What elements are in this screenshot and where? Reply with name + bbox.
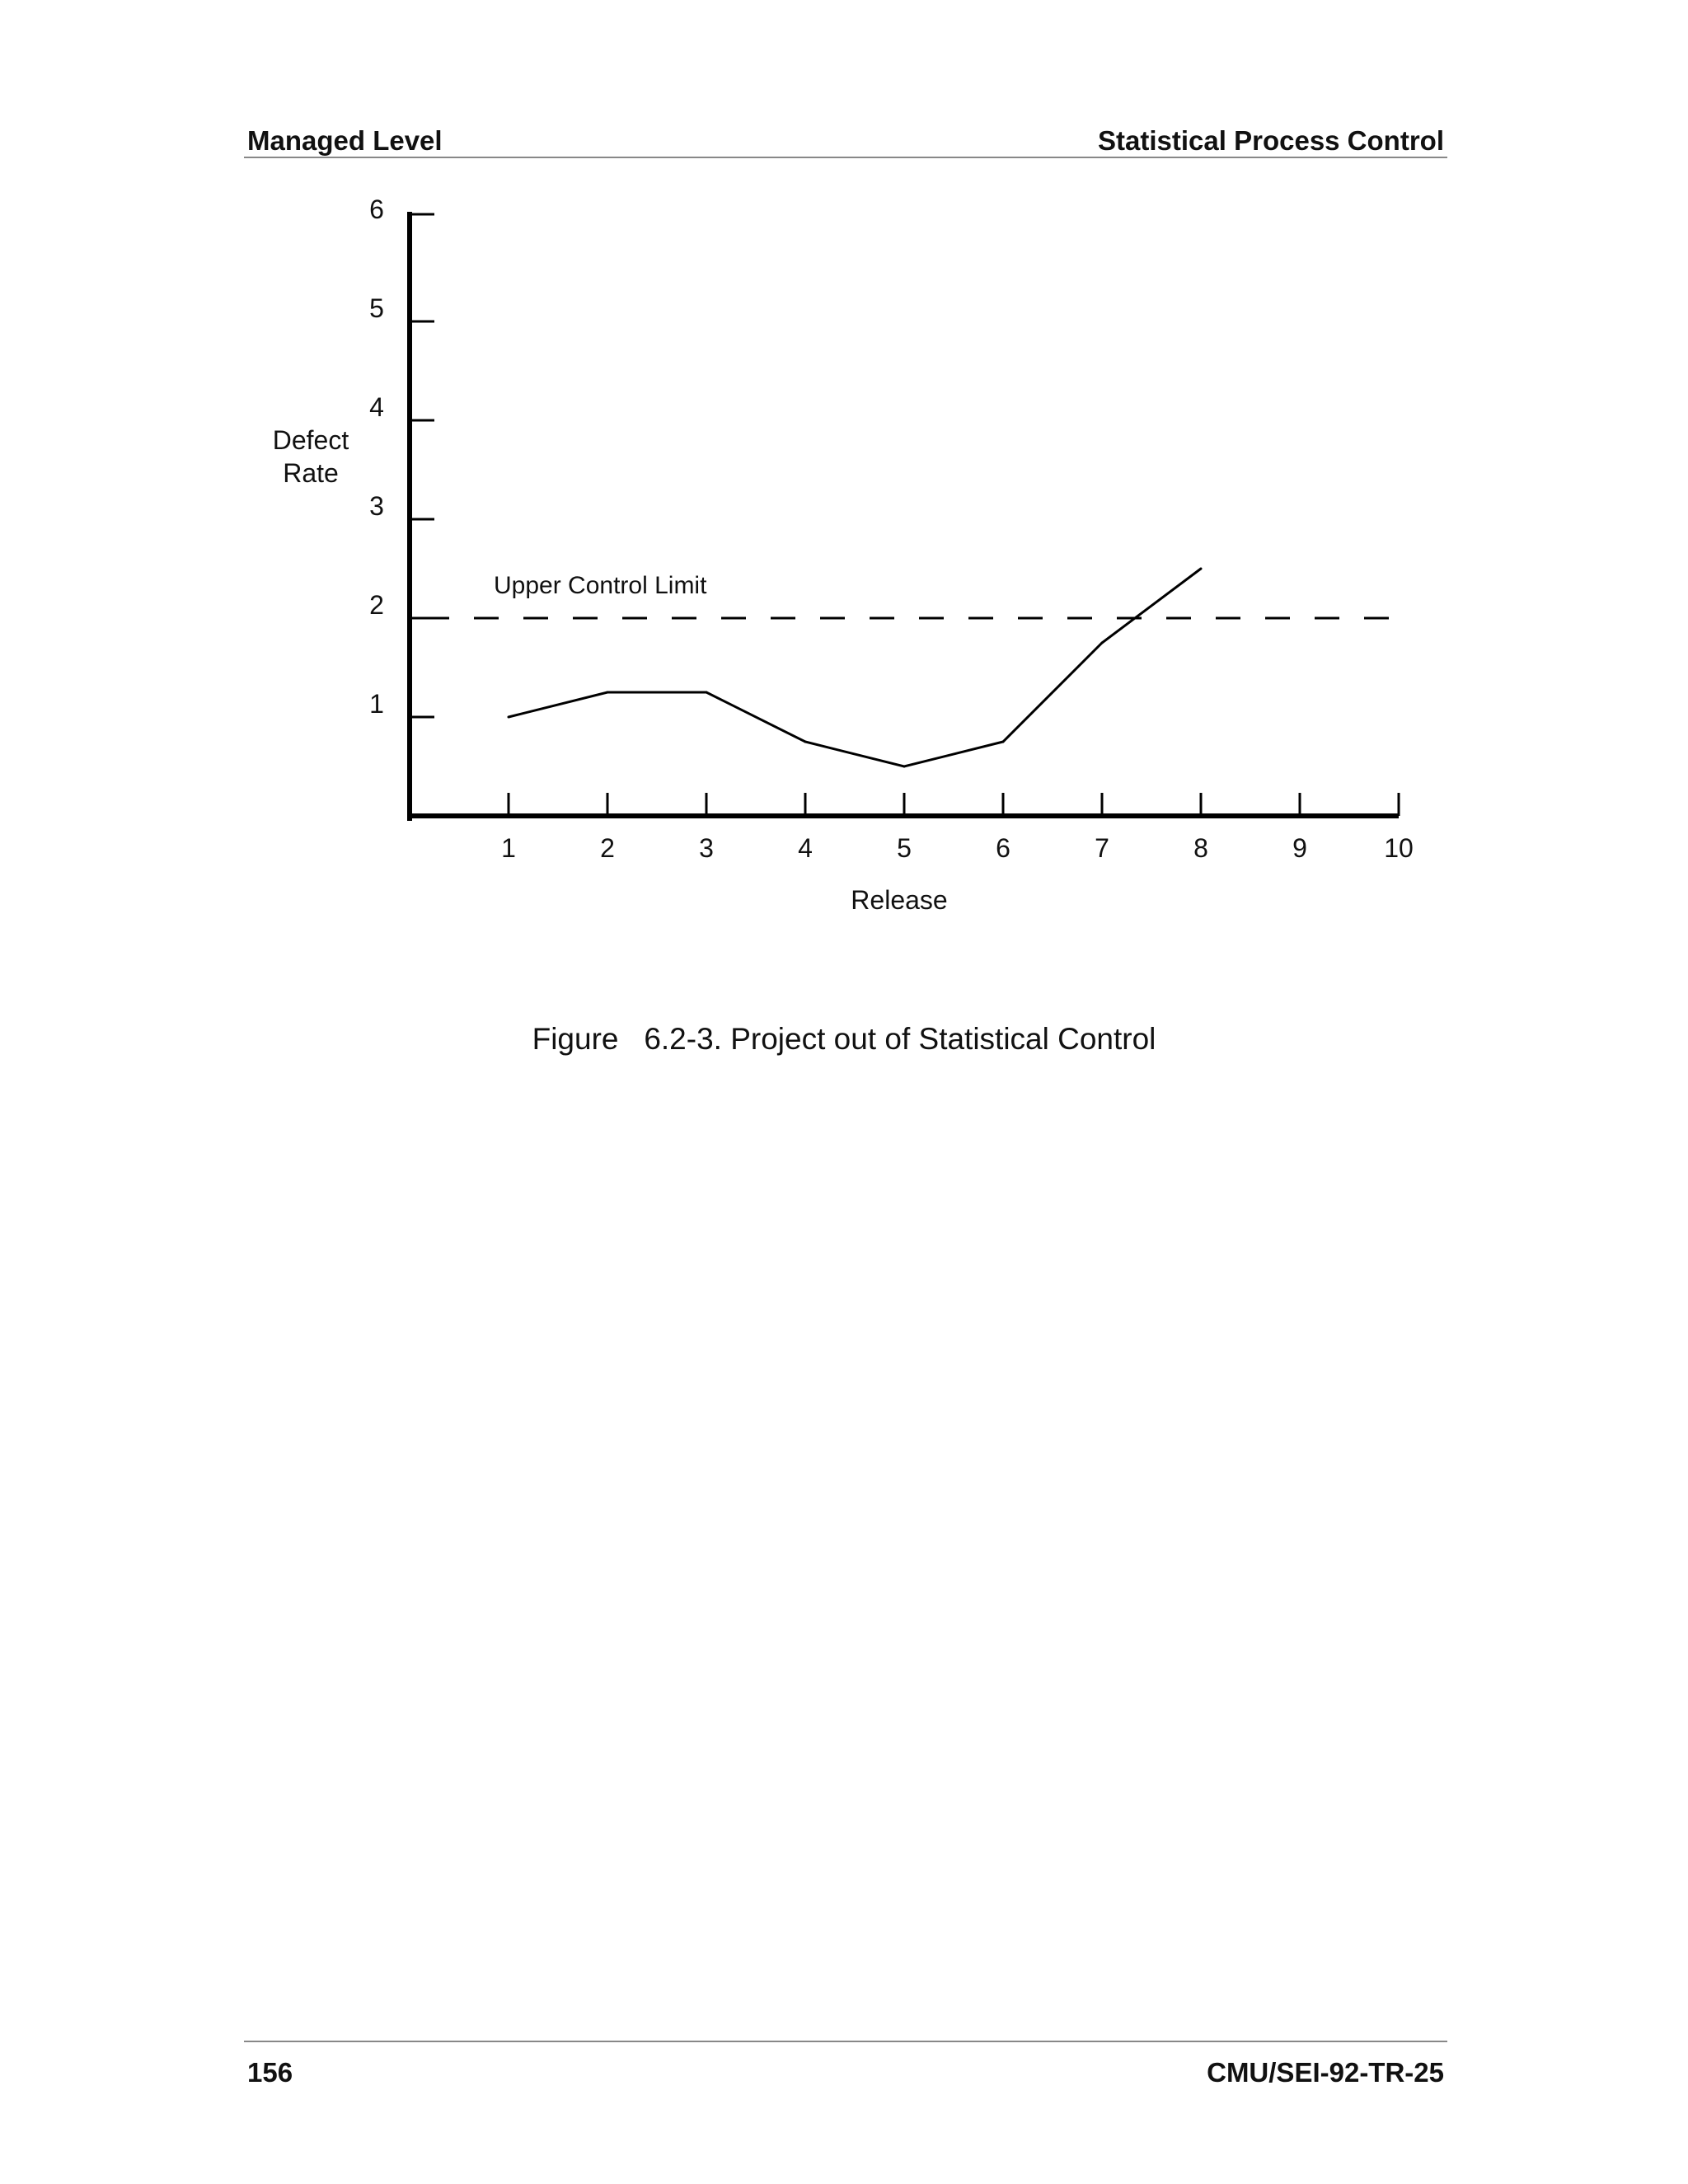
data-point-release-1 xyxy=(508,716,510,719)
report-id: CMU/SEI-92-TR-25 xyxy=(1207,2057,1444,2088)
figure-caption xyxy=(0,1022,1688,1057)
data-point-release-5 xyxy=(903,766,906,768)
x-tick-label-5: 5 xyxy=(897,833,912,863)
data-point-release-3 xyxy=(706,691,708,694)
x-tick-label-8: 8 xyxy=(1193,833,1208,863)
x-tick-label-1: 1 xyxy=(501,833,516,863)
page-footer xyxy=(244,2041,1447,2092)
upper-control-limit-label: Upper Control Limit xyxy=(494,572,707,599)
x-tick-label-10: 10 xyxy=(1384,833,1414,863)
x-tick-label-9: 9 xyxy=(1292,833,1307,863)
x-tick-label-4: 4 xyxy=(798,833,813,863)
data-point-release-6 xyxy=(1002,741,1005,743)
x-axis-label: Release xyxy=(851,885,948,915)
y-tick-label-3: 3 xyxy=(369,491,384,521)
data-point-release-4 xyxy=(804,741,807,743)
x-tick-label-3: 3 xyxy=(699,833,714,863)
data-point-release-7 xyxy=(1101,642,1104,644)
y-axis-label-line-1: Defect xyxy=(272,425,349,455)
header-chapter-title: Statistical Process Control xyxy=(1098,125,1444,156)
figure-caption-text: 6.2-3. Project out of Statistical Control xyxy=(644,1022,1156,1056)
defect-rate-chart xyxy=(0,0,1688,989)
y-tick-label-4: 4 xyxy=(369,392,384,422)
y-tick-label-5: 5 xyxy=(369,293,384,323)
y-axis-label-line-2: Rate xyxy=(283,458,339,488)
y-tick-label-6: 6 xyxy=(369,194,384,224)
data-point-release-8 xyxy=(1200,568,1203,570)
header-section-title: Managed Level xyxy=(247,125,443,156)
x-tick-label-7: 7 xyxy=(1095,833,1109,863)
x-tick-label-2: 2 xyxy=(600,833,615,863)
page-number: 156 xyxy=(247,2057,293,2088)
x-tick-label-6: 6 xyxy=(996,833,1010,863)
data-point-release-2 xyxy=(607,691,609,694)
y-tick-label-2: 2 xyxy=(369,590,384,620)
y-tick-label-1: 1 xyxy=(369,689,384,719)
figure-caption-label: Figure xyxy=(532,1022,619,1056)
